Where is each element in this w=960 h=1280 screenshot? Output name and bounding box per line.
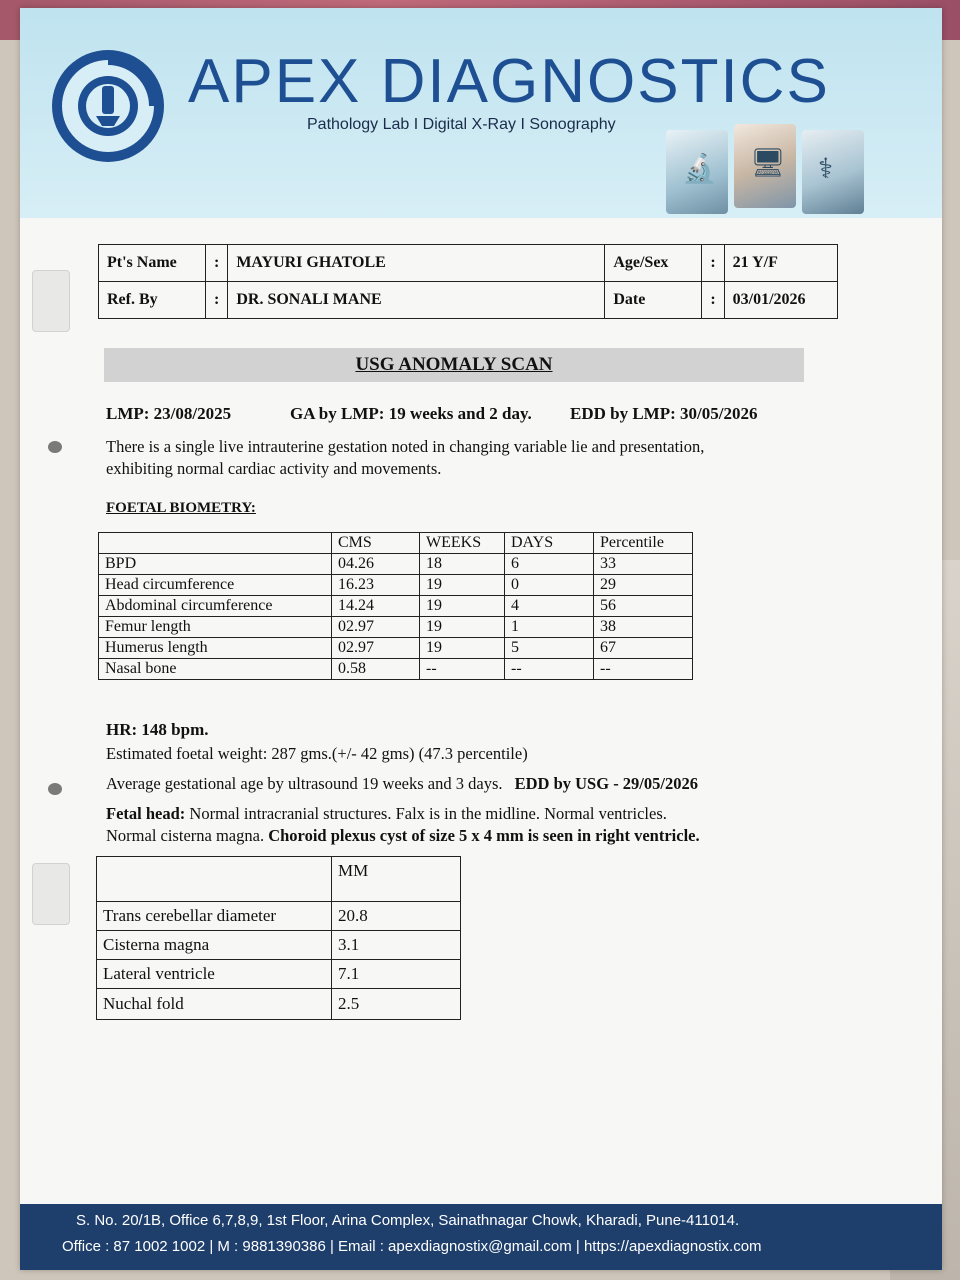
date-label: Date bbox=[605, 282, 702, 319]
patient-info-table: Pt's Name : MAYURI GHATOLE Age/Sex : 21 Y/F Ref. By : DR. SONALI MANE Date : 03/01/2026 bbox=[98, 244, 838, 319]
estimated-weight: Estimated foetal weight: 287 gms.(+/- 42 gms) (47.3 percentile) bbox=[106, 744, 528, 763]
fetal-head: Fetal head: Normal intracranial structures. Falx is in the midline. Normal ventricles. bbox=[106, 804, 667, 823]
table-row: Nasal bone 0.58 -- -- -- bbox=[99, 659, 693, 680]
punch-hole bbox=[48, 783, 62, 795]
ref-by: DR. SONALI MANE bbox=[228, 282, 605, 319]
table-row: CMS WEEKS DAYS Percentile bbox=[99, 533, 693, 554]
apex-logo-icon bbox=[48, 46, 168, 166]
table-row: Humerus length 02.97 19 5 67 bbox=[99, 638, 693, 659]
table-row: Head circumference 16.23 19 0 29 bbox=[99, 575, 693, 596]
ga-by-lmp: GA by LMP: 19 weeks and 2 day. bbox=[290, 404, 532, 423]
intro-line-2: exhibiting normal cardiac activity and movements. bbox=[106, 459, 442, 478]
lmp: LMP: 23/08/2025 bbox=[106, 404, 232, 423]
biometry-heading: FOETAL BIOMETRY: bbox=[106, 500, 256, 516]
biometry-table bbox=[98, 532, 693, 680]
mm-table bbox=[96, 856, 461, 1020]
edd-by-lmp: EDD by LMP: 30/05/2026 bbox=[570, 404, 758, 423]
header-photos bbox=[666, 124, 872, 216]
ultrasound-icon: 🖥 bbox=[734, 124, 796, 208]
table-row: Lateral ventricle 7.1 bbox=[97, 960, 461, 989]
ref-by-label: Ref. By bbox=[99, 282, 206, 319]
brand-name: APEX DIAGNOSTICS bbox=[188, 47, 830, 116]
edd-by-usg: EDD by USG - 29/05/2026 bbox=[514, 774, 698, 793]
patient-name-label: Pt's Name bbox=[99, 245, 206, 282]
heart-rate: HR: 148 bpm. bbox=[106, 720, 209, 739]
footer bbox=[20, 1204, 942, 1270]
punch-hole bbox=[48, 441, 62, 453]
average-ga: Average gestational age by ultrasound 19 weeks and 3 days. EDD by USG - 29/05/2026 bbox=[106, 774, 698, 793]
age-sex: 21 Y/F bbox=[724, 245, 837, 282]
table-row: Cisterna magna 3.1 bbox=[97, 931, 461, 960]
age-sex-label: Age/Sex bbox=[605, 245, 702, 282]
report-title: USG ANOMALY SCAN bbox=[355, 354, 553, 375]
xray-doctor-icon: ⚕ bbox=[802, 130, 864, 214]
table-row: BPD 04.26 18 6 33 bbox=[99, 554, 693, 575]
cisterna-line: Normal cisterna magna. Choroid plexus cyst of size 5 x 4 mm is seen in right ventricle. bbox=[106, 826, 700, 845]
footer-contact: Office : 87 1002 1002 | M : 9881390386 | Email : apexdiagnostix@gmail.com | https://apexdiagnostix.com bbox=[62, 1238, 762, 1255]
table-row: Abdominal circumference 14.24 19 4 56 bbox=[99, 596, 693, 617]
table-row bbox=[97, 857, 461, 902]
report-date: 03/01/2026 bbox=[724, 282, 837, 319]
file-clip bbox=[32, 863, 70, 925]
intro-line-1: There is a single live intrauterine gestation noted in changing variable lie and presentation, bbox=[106, 437, 705, 456]
title-bar bbox=[104, 348, 804, 382]
patient-name: MAYURI GHATOLE bbox=[228, 245, 605, 282]
letterhead bbox=[20, 8, 942, 218]
table-row: Femur length 02.97 19 1 38 bbox=[99, 617, 693, 638]
footer-address: S. No. 20/1B, Office 6,7,8,9, 1st Floor, Arina Complex, Sainathnagar Chowk, Kharadi, Pune-411014. bbox=[76, 1212, 740, 1229]
cyst-finding: Choroid plexus cyst of size 5 x 4 mm is seen in right ventricle. bbox=[268, 826, 700, 845]
report-sheet bbox=[20, 8, 942, 1270]
table-row: Trans cerebellar diameter 20.8 bbox=[97, 902, 461, 931]
table-row: Nuchal fold 2.5 bbox=[97, 989, 461, 1020]
tagline: Pathology Lab I Digital X-Ray I Sonography bbox=[307, 116, 616, 133]
mm-header: MM bbox=[332, 857, 461, 902]
microscope-icon: 🔬 bbox=[666, 130, 728, 214]
file-clip bbox=[32, 270, 70, 332]
